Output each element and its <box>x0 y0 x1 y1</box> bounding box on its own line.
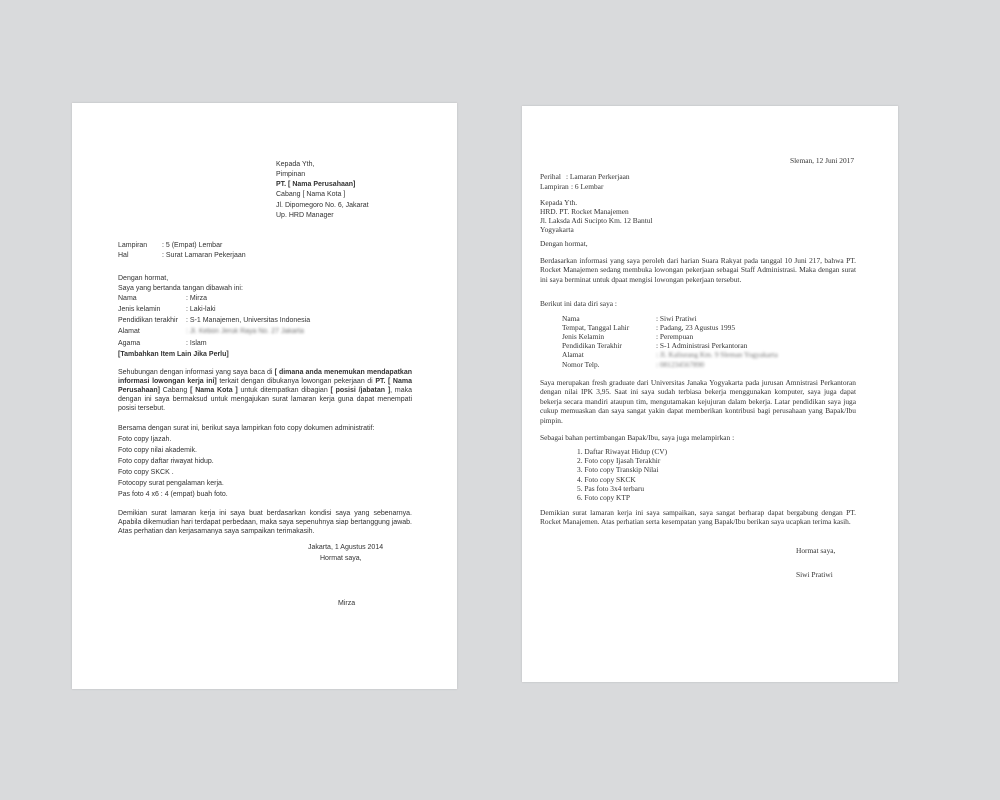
field-label: Nomor Telp. <box>562 360 600 369</box>
list-item: Foto copy Ijazah. <box>118 436 172 443</box>
body-text: Cabang <box>160 387 191 394</box>
field-value: : Siwi Pratiwi <box>656 314 697 323</box>
recipient-address: Jl. Dipomegoro No. 6, Jakarat <box>276 202 369 209</box>
closing-paragraph: Demikian surat lamaran kerja ini saya buat berdasarkan kondisi saya yang sebenarnya. Apabila dikemudian hari terdapat perbedaan, maka saya sepenuhnya siap bertanggung jawab. Atas perhatian dan kerjasamanya saya sampaikan terimakasih. <box>118 510 412 535</box>
field-value: : Jl. Kebon Jeruk Raya No. 27 Jakarta <box>186 328 304 335</box>
extra-item-placeholder: [Tambahkan Item Lain Jika Perlu] <box>118 351 229 358</box>
list-item: 3. Foto copy Transkip Nilai <box>577 465 659 474</box>
field-label: Tempat, Tanggal Lahir <box>562 323 630 332</box>
list-item: 2. Foto copy Ijasah Terakhir <box>577 456 661 465</box>
attachment-label: Lampiran <box>540 182 569 191</box>
company-placeholder: PT. [ Nama Perusahaan] <box>118 378 412 394</box>
list-item: Pas foto 4 x6 : 4 (empat) buah foto. <box>118 491 228 498</box>
body-text: untuk ditempatkan dibagian <box>237 387 331 394</box>
field-label: Nama <box>562 314 580 323</box>
field-label: Pendidikan terakhir <box>118 317 178 324</box>
recipient-branch: Cabang [ Nama Kota ] <box>276 191 346 198</box>
body-text: terkait dengan dibukanya lowongan pekerjaan di <box>216 378 376 385</box>
field-row <box>562 323 735 332</box>
list-item: 4. Foto copy SKCK <box>577 475 636 484</box>
subject-value: : Surat Lamaran Pekerjaan <box>162 252 246 259</box>
field-row <box>562 360 704 369</box>
recipient-company: HRD. PT. Rocket Manajemen <box>540 207 629 216</box>
recipient-line: Kepada Yth, <box>276 161 315 168</box>
attachment-line <box>540 182 603 191</box>
recipient-city: Yogyakarta <box>540 225 574 234</box>
attachments-intro: Sebagai bahan pertimbangan Bapak/Ibu, saya juga melampirkan : <box>540 433 735 442</box>
docs-intro: Bersama dengan surat ini, berikut saya lampirkan foto copy dokumen administratif: <box>118 425 375 432</box>
field-row <box>118 327 304 336</box>
field-label: Jenis Kelamin <box>562 332 605 341</box>
list-item: 6. Foto copy KTP <box>577 493 630 502</box>
field-value: : Jl. Kaliurang Km. 9 Sleman Yogyakarta <box>656 350 778 359</box>
about-paragraph: Saya merupakan fresh graduate dari Universitas Janaka Yogyakarta pada jurusan Amnistrasi Perkantoran dengan nilai IPK 3,95. Saat ini saya sudah terbiasa bekerja menggunakan komputer, saya juga dapat bekerja secara mandiri ataupun tim, mengutamakan kejujuran dalam bekerja. Latar pendidikan saya juga cukup memuaskan dan saya sangat yakin dapat memberikan kontribusi bagi perusahaan yang Bapak/Ibu pimpin. <box>540 378 856 425</box>
attachment-value: : 5 (Empat) Lembar <box>162 242 223 249</box>
letter-page-right <box>522 106 898 682</box>
field-row <box>562 341 747 350</box>
field-value: : Laki-laki <box>186 306 216 313</box>
intro-text: Saya yang bertanda tangan dibawah ini: <box>118 285 243 292</box>
field-row <box>118 294 207 303</box>
body-text: , maka dengan ini saya bermaksud untuk mengajukan surat lamaran kerja guna dapat menempati posisi tersebut. <box>118 387 412 412</box>
city-placeholder: [ Nama Kota ] <box>190 387 238 394</box>
signature-name: Siwi Pratiwi <box>796 570 833 579</box>
body-paragraph <box>118 368 412 413</box>
signature-name: Mirza <box>338 600 356 607</box>
field-row <box>118 339 207 348</box>
subject-label: Hal <box>118 252 129 259</box>
place-date: Sleman, 12 Juni 2017 <box>790 156 855 165</box>
intro-paragraph: Berdasarkan informasi yang saya peroleh dari harian Suara Rakyat pada tanggal 10 Juni 217, bahwa PT. Rocket Manajemen sedang membuka lowongan pekerjaan sebagai Staff Administrasi. Maka dengan surat ini saya berminat untuk dpaat mengisi lowongan pekerjaan tersebut. <box>540 256 856 284</box>
field-label: Alamat <box>118 328 140 335</box>
list-item: 1. Daftar Riwayat Hidup (CV) <box>577 447 668 456</box>
recipient-attention: Up. HRD Manager <box>276 212 334 219</box>
recipient-address: Jl. Laksda Adi Sucipto Km. 12 Bantul <box>540 216 653 225</box>
field-value: : Mirza <box>186 295 207 302</box>
subject-line <box>540 172 630 181</box>
source-placeholder: [ dimana anda menemukan mendapatkan informasi lowongan kerja ini] <box>118 369 412 385</box>
field-value: : Padang, 23 Agustus 1995 <box>656 323 736 332</box>
subject-value: : Lamaran Perkerjaan <box>566 172 630 181</box>
field-value: : S-1 Administrasi Perkantoran <box>656 341 748 350</box>
place-date: Jakarta, 1 Agustus 2014 <box>308 544 384 551</box>
recipient-line: Kepada Yth. <box>540 198 578 207</box>
regards: Hormat saya, <box>320 555 362 562</box>
field-value: : S-1 Manajemen, Universitas Indonesia <box>186 317 311 324</box>
field-row <box>118 305 216 314</box>
field-row <box>562 332 693 341</box>
attachment-line <box>118 241 222 250</box>
closing-paragraph: Demikian surat lamaran kerja ini saya sampaikan, saya sangat berharap dapat bergabung dengan PT. Rocket Manajemen. Atas perhatian serta kesempatan yang Bapak/Ibu berikan saya ucapkan terima kasih. <box>540 508 856 527</box>
letter-page-left <box>72 103 457 689</box>
field-label: Pendidikan Terakhir <box>562 341 622 350</box>
recipient-company: PT. [ Nama Perusahaan] <box>276 181 356 188</box>
position-placeholder: [ posisi /jabatan ] <box>330 387 391 394</box>
field-value: : Islam <box>186 340 207 347</box>
list-item: 5. Pas foto 3x4 terbaru <box>577 484 645 493</box>
field-label: Agama <box>118 340 141 347</box>
field-value: : Perempuan <box>656 332 694 341</box>
field-row <box>562 314 697 323</box>
subject-label: Perihal <box>540 172 561 181</box>
field-label: Nama <box>118 295 137 302</box>
subject-line <box>118 251 246 260</box>
attachment-label: Lampiran <box>118 242 148 249</box>
greeting: Dengan hormat, <box>540 239 588 248</box>
field-value: : 081234567890 <box>656 360 705 369</box>
list-item: Foto copy nilai akademik. <box>118 447 197 454</box>
data-intro: Berikut ini data diri saya : <box>540 299 617 308</box>
field-label: Jenis kelamin <box>118 306 161 313</box>
field-row <box>118 316 310 325</box>
list-item: Fotocopy surat pengalaman kerja. <box>118 480 224 487</box>
list-item: Foto copy daftar riwayat hidup. <box>118 458 214 465</box>
attachment-value: : 6 Lembar <box>571 182 604 191</box>
field-row <box>562 350 778 359</box>
greeting: Dengan hormat, <box>118 275 169 282</box>
recipient-line: Pimpinan <box>276 171 306 178</box>
field-label: Alamat <box>562 350 584 359</box>
list-item: Foto copy SKCK . <box>118 469 174 476</box>
regards: Hormat saya, <box>796 546 836 555</box>
body-text: Sehubungan dengan informasi yang saya baca di <box>118 369 275 376</box>
